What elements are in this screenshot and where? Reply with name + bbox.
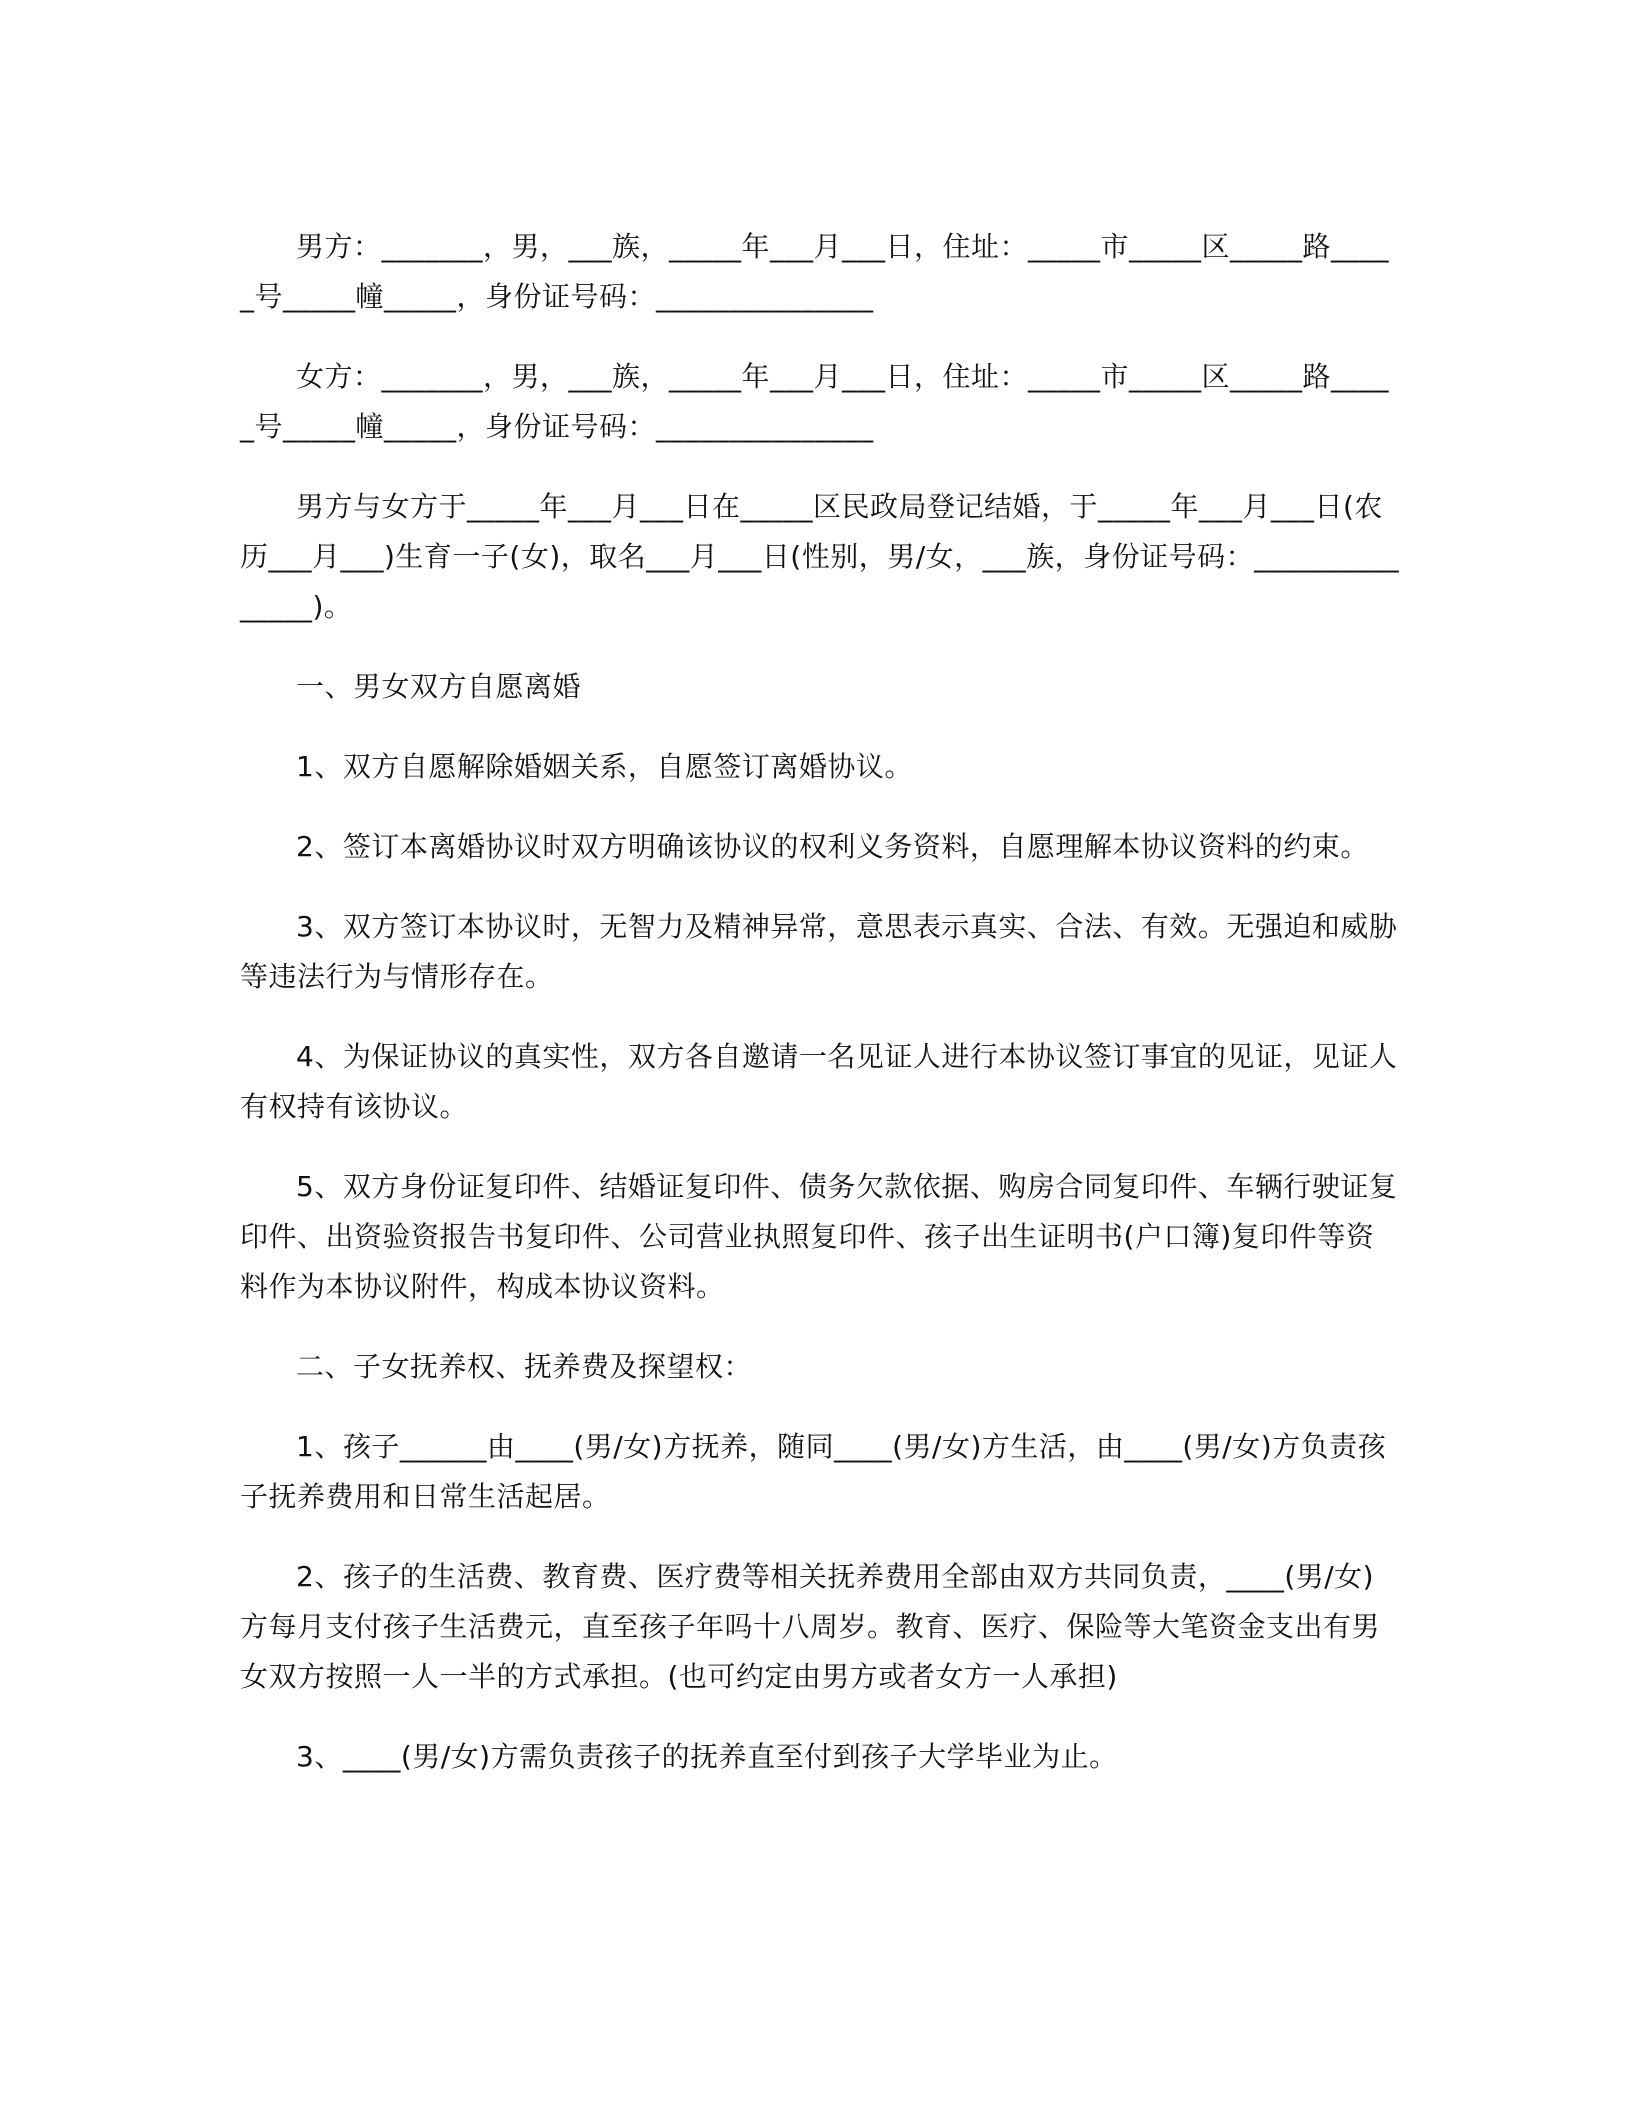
- document-body: [240, 222, 1400, 1812]
- section-heading-child-custody: 二、子女抚养权、抚养费及探望权：: [296, 1350, 753, 1383]
- male-party-info: 男方：_______，男，___族，_____年___月___日，住址：_____市_____区_____路_____号_____幢_____，身份证号码：_______________: [240, 230, 1390, 313]
- section-heading-voluntary-divorce: 一、男女双方自愿离婚: [296, 670, 582, 703]
- female-party-info: 女方：_______，男，___族，_____年___月___日，住址：_____市_____区_____路_____号_____幢_____，身份证号码：_______________: [240, 360, 1390, 443]
- clause-1-1: 1、双方自愿解除婚姻关系，自愿签订离婚协议。: [296, 750, 913, 783]
- clause-1-5: 5、双方身份证复印件、结婚证复印件、债务欠款依据、购房合同复印件、车辆行驶证复印件、出资验资报告书复印件、公司营业执照复印件、孩子出生证明书(户口簿)复印件等资料作为本协议附件，构成本协议资料。: [240, 1170, 1398, 1303]
- clause-2-3: 3、____(男/女)方需负责孩子的抚养直至付到孩子大学毕业为止。: [296, 1740, 1118, 1773]
- clause-1-3: 3、双方签订本协议时，无智力及精神异常，意思表示真实、合法、有效。无强迫和威胁等违法行为与情形存在。: [240, 910, 1398, 993]
- marriage-info: 男方与女方于_____年___月___日在_____区民政局登记结婚，于_____年___月___日(农历___月___)生育一子(女)，取名___月___日(性别，男/女，___族，身份证号码：_______________)。: [240, 490, 1400, 623]
- clause-2-1: 1、孩子______由____(男/女)方抚养，随同____(男/女)方生活，由____(男/女)方负责孩子抚养费用和日常生活起居。: [240, 1430, 1387, 1513]
- clause-2-2: 2、孩子的生活费、教育费、医疗费等相关抚养费用全部由双方共同负责，____(男/女)方每月支付孩子生活费元，直至孩子年吗十八周岁。教育、医疗、保险等大笔资金支出有男女双方按照一人一半的方式承担。(也可约定由男方或者女方一人承担): [240, 1560, 1381, 1693]
- clause-1-2: 2、签订本离婚协议时双方明确该协议的权利义务资料，自愿理解本协议资料的约束。: [296, 830, 1369, 863]
- clause-1-4: 4、为保证协议的真实性，双方各自邀请一名见证人进行本协议签订事宜的见证，见证人有权持有该协议。: [240, 1040, 1398, 1123]
